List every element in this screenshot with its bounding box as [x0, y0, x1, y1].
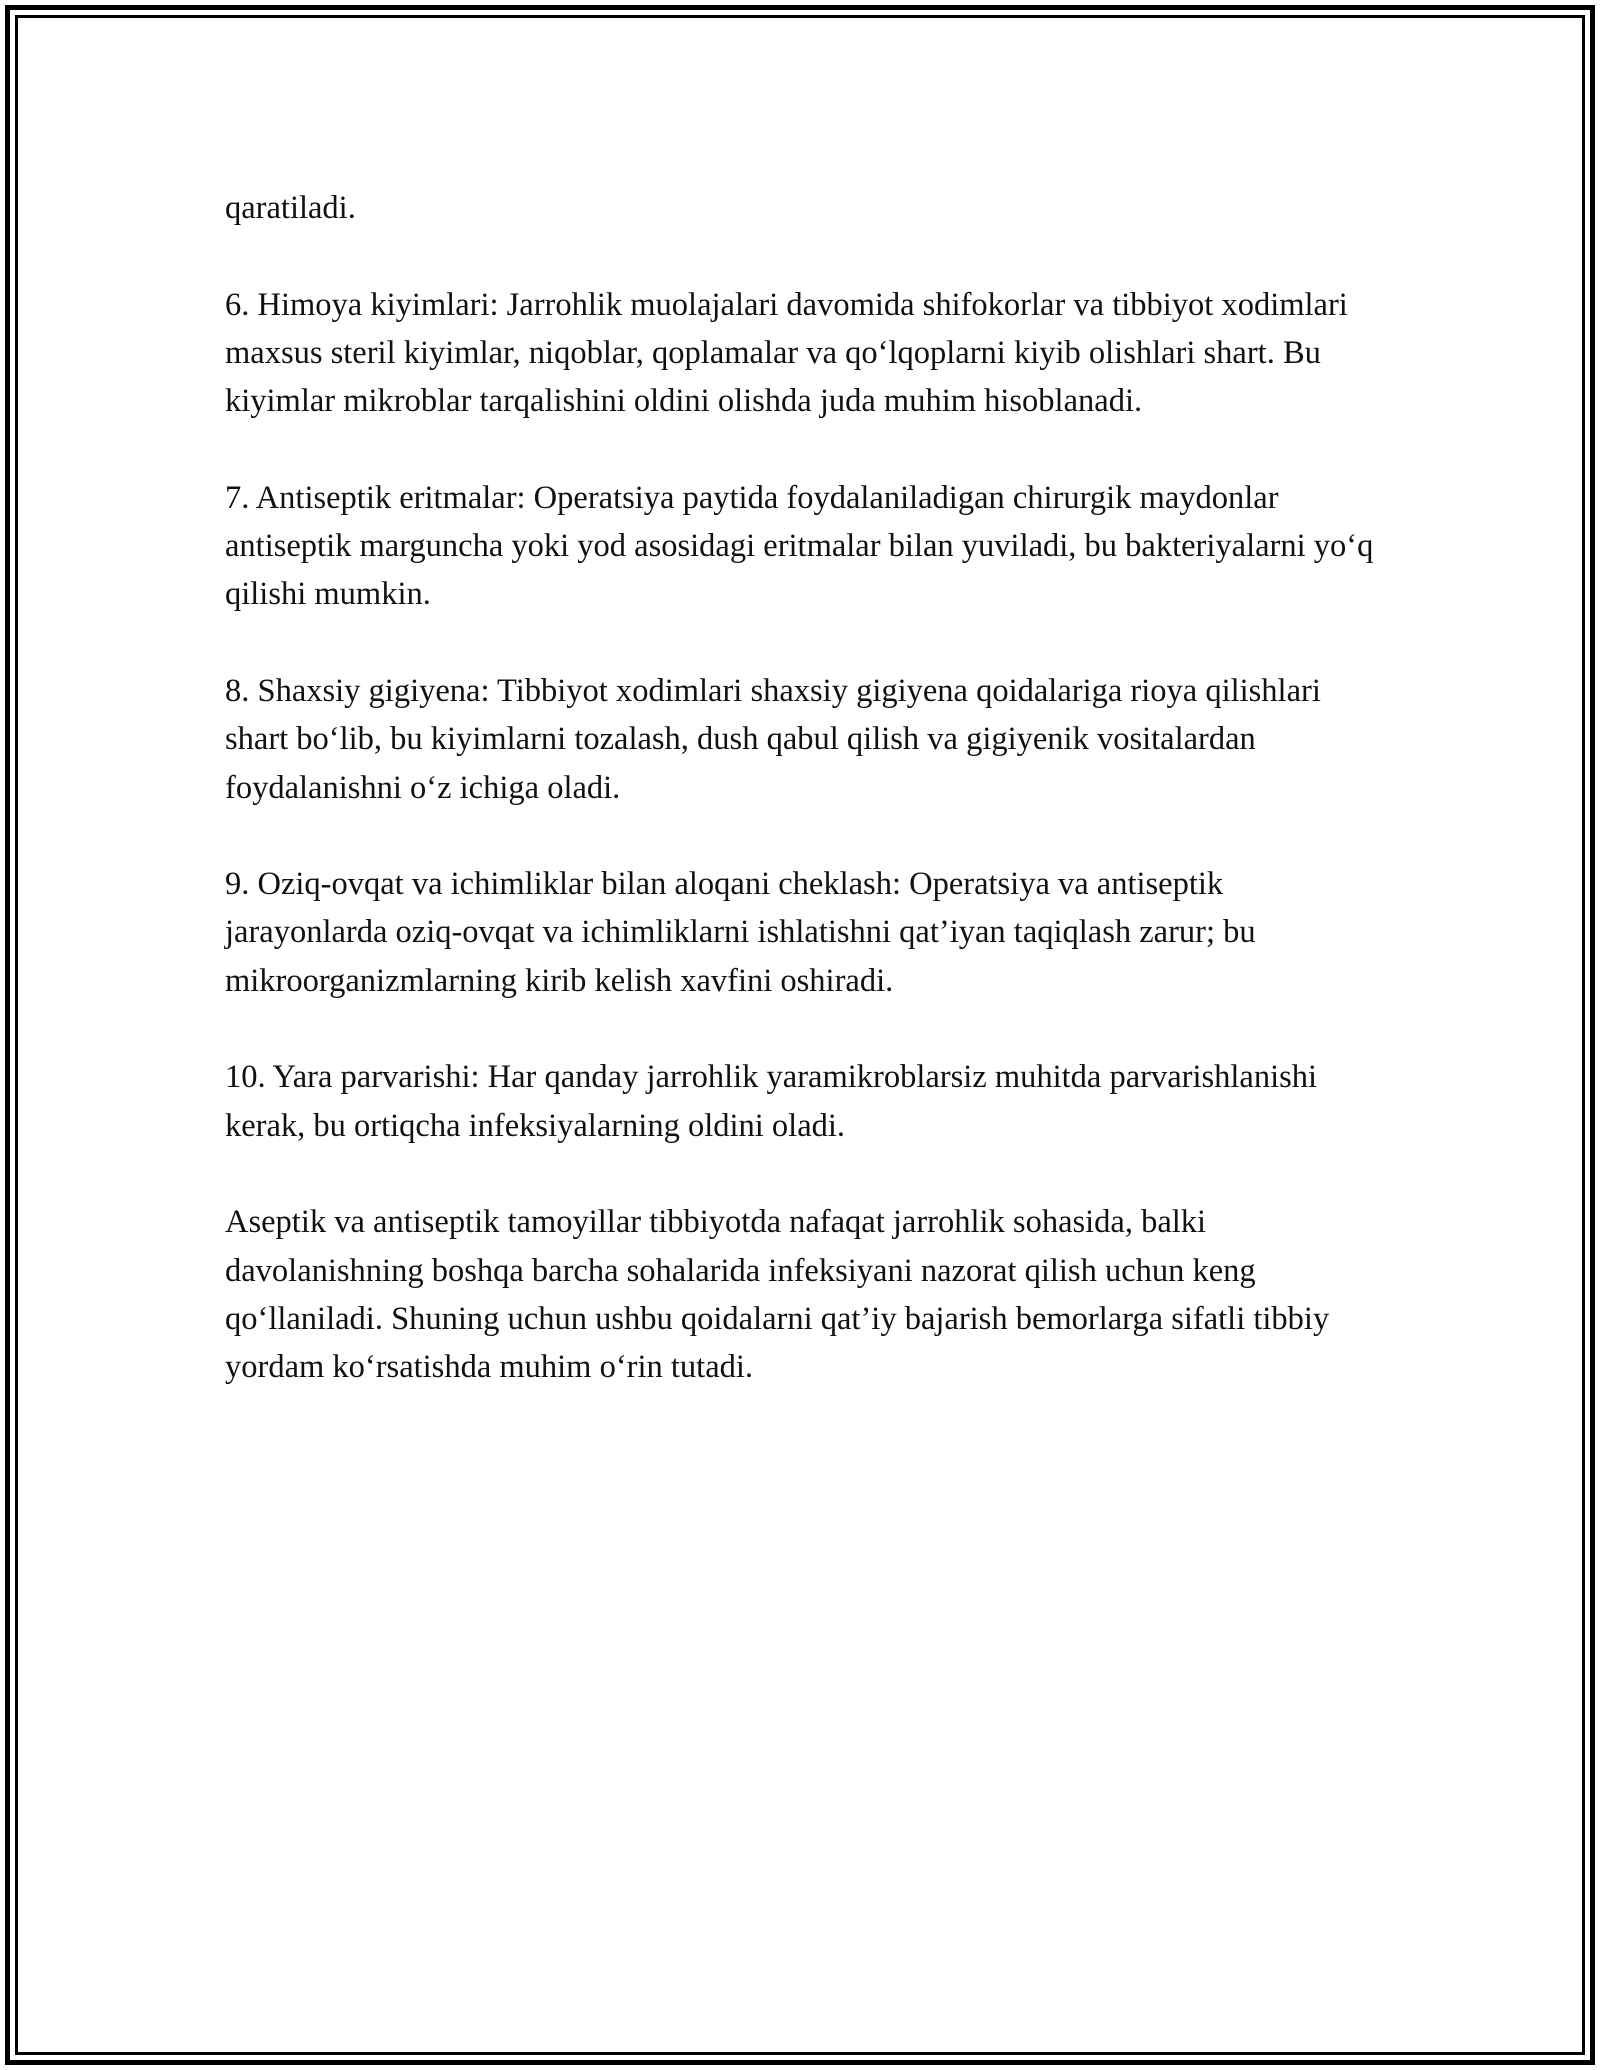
paragraph-item-10: 10. Yara parvarishi: Har qanday jarrohlik yaramikroblarsiz muhitda parvarishlanishi kerak, bu ortiqcha infeksiyalarning oldini oladi.	[225, 1059, 1318, 1144]
paragraph-item-8: 8. Shaxsiy gigiyena: Tibbiyot xodimlari shaxsiy gigiyena qoidalariga rioya qilishlari shart bo‘lib, bu kiyimlarni tozalash, dush qabul qilish va gigiyenik vositalardan foydalanishni o‘z ichiga oladi.	[225, 672, 1321, 806]
paragraph-item-9: 9. Oziq-ovqat va ichimliklar bilan aloqani cheklash: Operatsiya va antiseptik jarayonlarda oziq-ovqat va ichimliklarni ishlatishni qat’iyan taqiqlash zarur; bu mikroorganizmlarning kirib kelish xavfini oshiradi.	[225, 866, 1256, 999]
paragraph-continuation: qaratiladi.	[225, 190, 356, 226]
paragraph-item-6: 6. Himoya kiyimlari: Jarrohlik muolajalari davomida shifokorlar va tibbiyot xodimlari maxsus steril kiyimlar, niqoblar, qoplamalar va qo‘lqoplarni kiyib olishlari shart. Bu kiyimlar mikroblar tarqalishini oldini olishda juda muhim hisoblanadi.	[225, 286, 1348, 420]
paragraph-conclusion: Aseptik va antiseptik tamoyillar tibbiyotda nafaqat jarrohlik sohasida, balki davolanishning boshqa barcha sohalarida infeksiyani nazorat qilish uchun keng qo‘llaniladi. Shuning uchun ushbu qoidalarni qat’iy bajarish bemorlarga sifatli tibbiy yordam ko‘rsatishda muhim o‘rin tutadi.	[225, 1204, 1330, 1386]
document-body	[225, 184, 1385, 1440]
paragraph-item-7: 7. Antiseptik eritmalar: Operatsiya paytida foydalaniladigan chirurgik maydonlar antiseptik marguncha yoki yod asosidagi eritmalar bilan yuviladi, bu bakteriyalarni yo‘q qilishi mumkin.	[225, 479, 1374, 613]
